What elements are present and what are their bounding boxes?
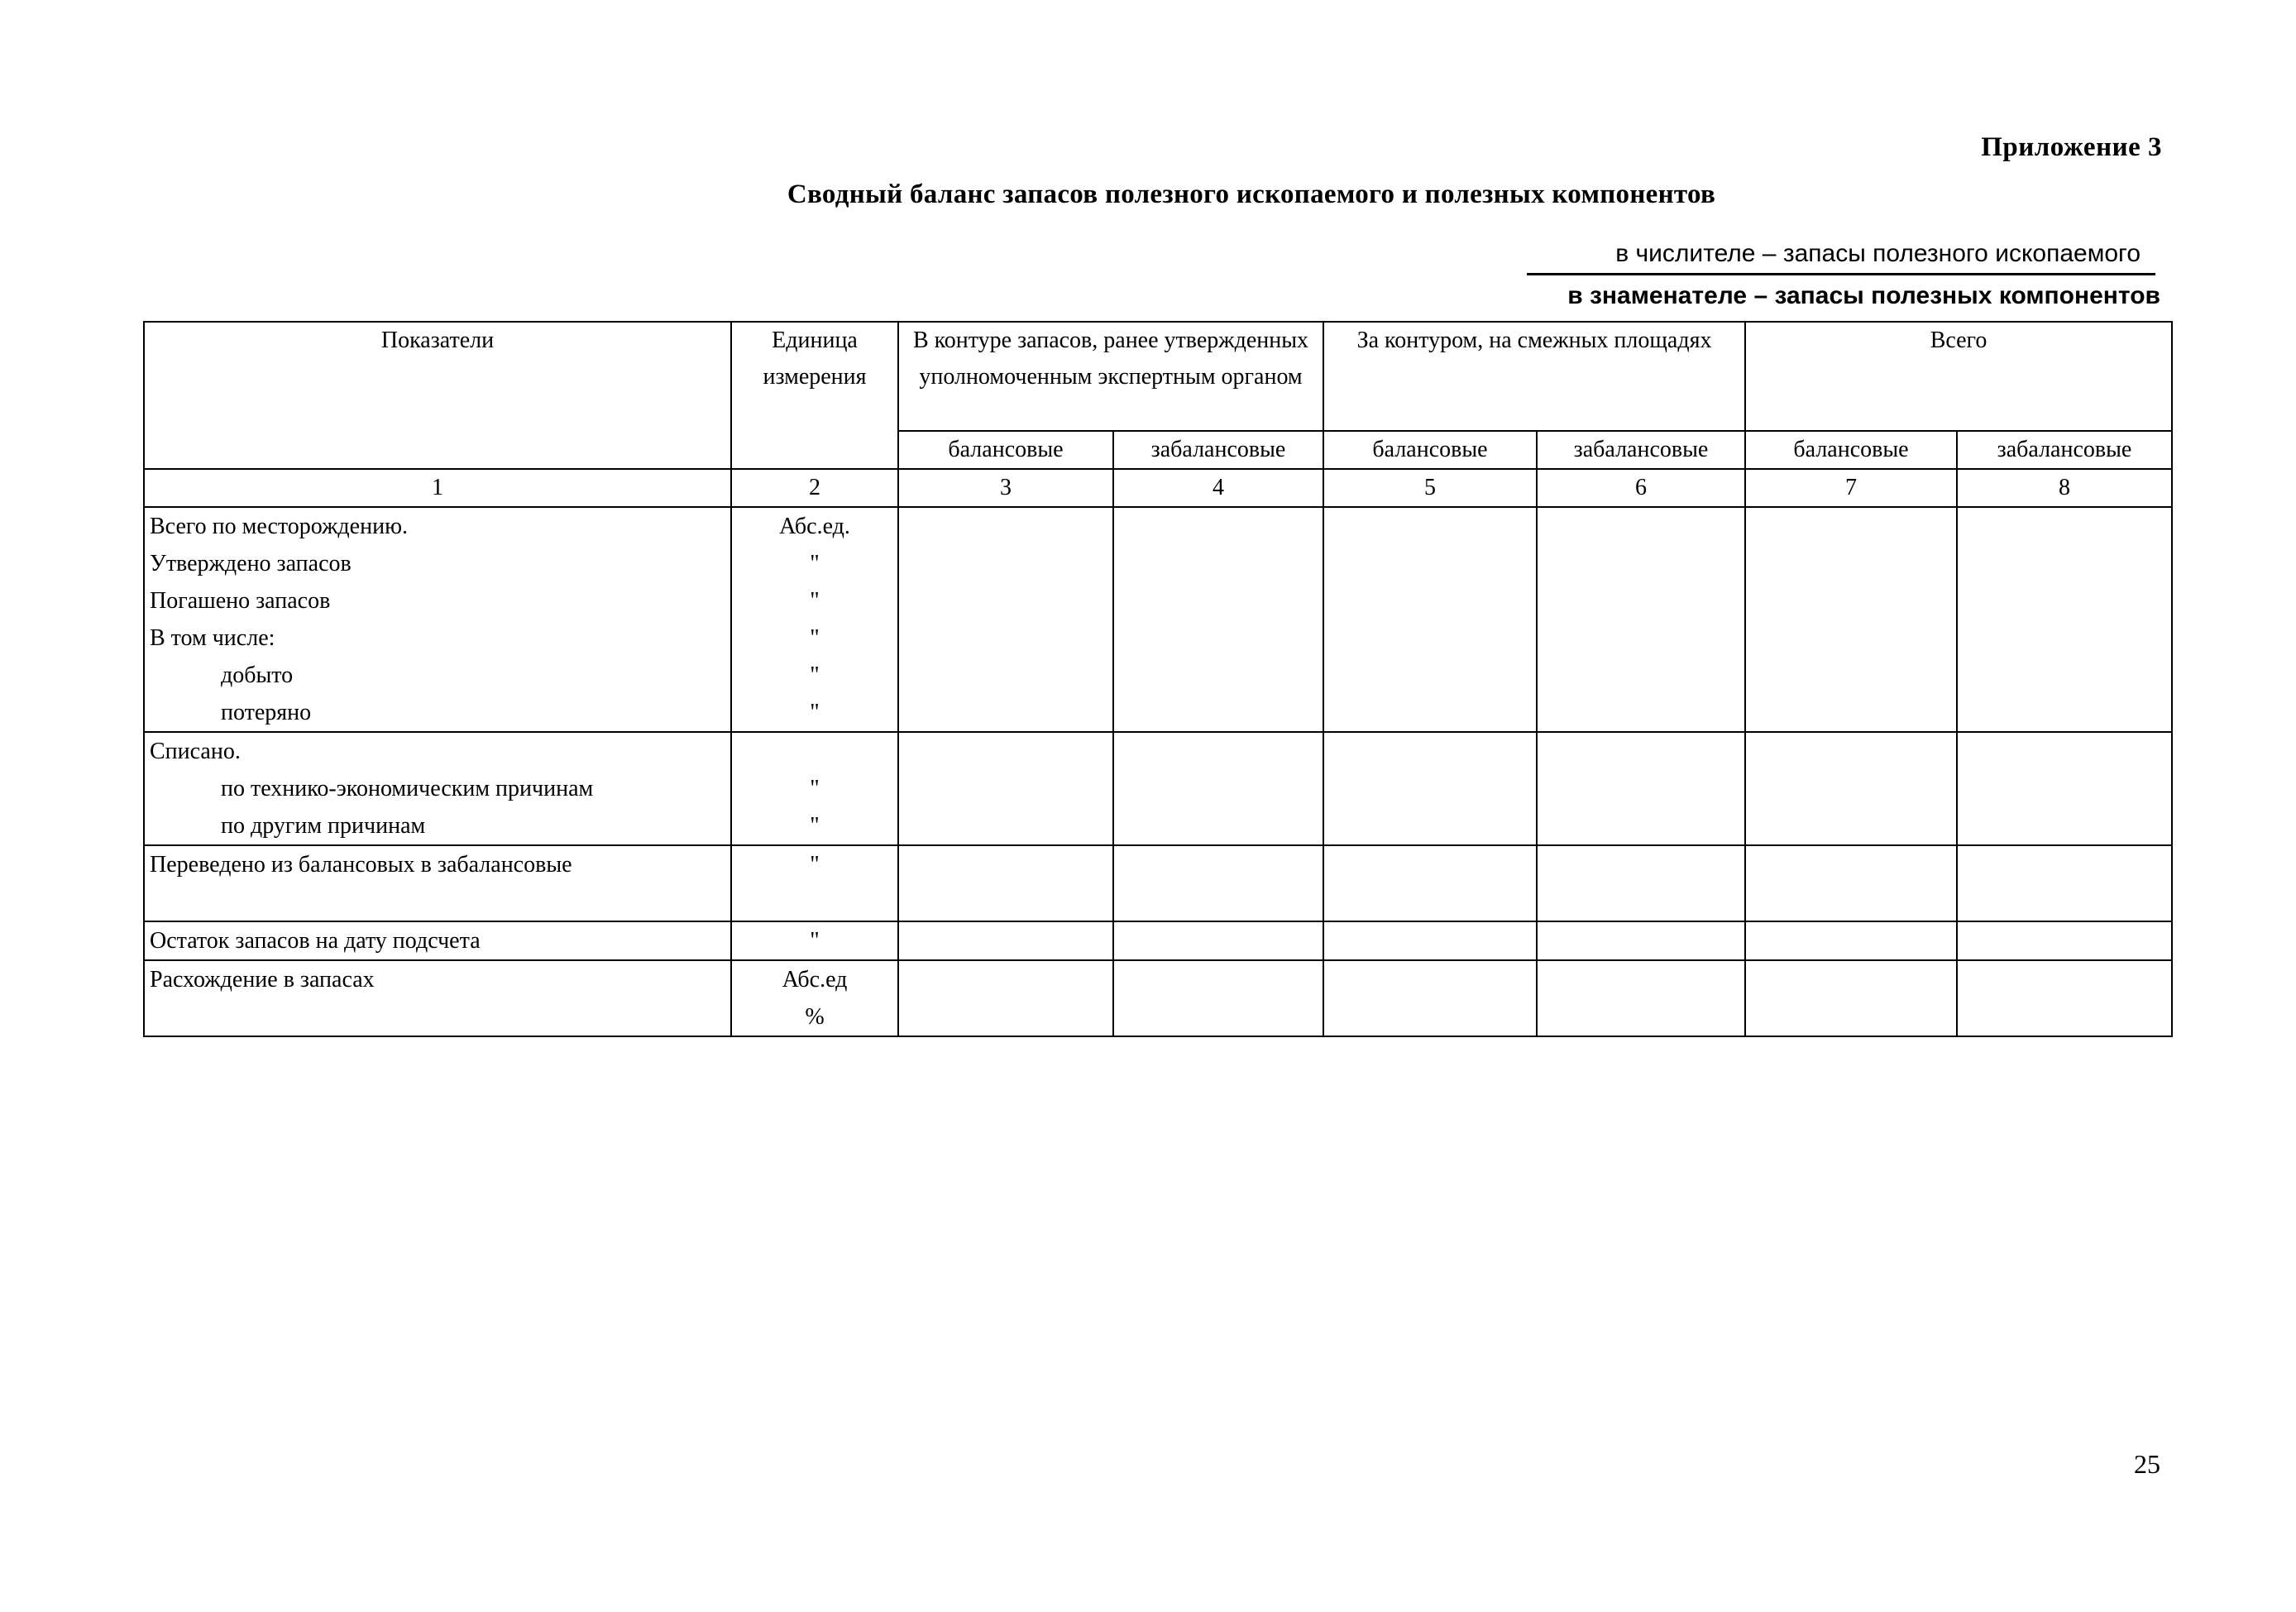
unit-label: " [810,852,820,878]
unit-label: % [805,1004,825,1030]
indicator-label [150,998,725,1036]
document-title: Сводный баланс запасов полезного ископаемого и полезных компонентов [787,179,1716,209]
column-number: 3 [898,469,1113,507]
subheader-off-balance: забалансовые [1957,431,2172,469]
balance-table [143,321,2173,1037]
header-total: Всего [1745,322,2172,431]
indicator-cell [144,732,731,845]
indicator-label: Расхождение в запасах [150,967,375,993]
value-cell [1745,507,1957,732]
value-cell [1957,921,2172,960]
table-row [144,845,2172,921]
column-number: 5 [1323,469,1537,507]
value-cell [1113,845,1323,921]
indicator-label: по технико-экономическим причинам [221,776,594,801]
unit-label [737,883,892,921]
unit-label: " [810,551,820,576]
indicator-label: Остаток запасов на дату подсчета [150,928,481,954]
value-cell [1323,960,1537,1036]
value-cell [1745,845,1957,921]
header-unit: Единица измерения [731,322,898,469]
value-cell [1323,507,1537,732]
table-row [144,732,2172,845]
unit-cell [731,845,898,921]
value-cell [1323,845,1537,921]
indicator-label: Погашено запасов [150,588,331,614]
value-cell [1323,921,1537,960]
indicator-cell [144,845,731,921]
subheader-balance: балансовые [898,431,1113,469]
indicator-label: Списано. [150,739,241,764]
value-cell [1113,960,1323,1036]
column-number: 4 [1113,469,1323,507]
value-cell [1745,960,1957,1036]
legend-denominator: в знаменателе – запасы полезных компонентов [1567,282,2160,309]
value-cell [1957,845,2172,921]
page-number: 25 [2134,1449,2160,1479]
value-cell [1957,507,2172,732]
unit-cell [731,732,898,845]
indicator-label: потеряно [221,700,312,725]
unit-label: " [810,813,820,839]
value-cell [898,960,1113,1036]
value-cell [898,921,1113,960]
value-cell [1537,921,1745,960]
value-cell [898,845,1113,921]
header-within-contour: В контуре запасов, ранее утвержденных уполномоченным экспертным органом [898,322,1323,431]
unit-label: " [810,776,820,801]
indicator-cell [144,960,731,1036]
indicator-cell [144,507,731,732]
value-cell [1537,507,1745,732]
indicator-label [150,883,725,921]
subheader-off-balance: забалансовые [1113,431,1323,469]
column-number: 8 [1957,469,2172,507]
value-cell [1537,960,1745,1036]
legend-fraction-line [1527,273,2155,275]
value-cell [898,507,1113,732]
subheader-balance: балансовые [1745,431,1957,469]
unit-cell [731,507,898,732]
table-row [144,921,2172,960]
indicator-cell [144,921,731,960]
column-number: 2 [731,469,898,507]
value-cell [1957,732,2172,845]
table-body [144,507,2172,1036]
subheader-balance: балансовые [1323,431,1537,469]
header-outside-contour: За контуром, на смежных площадях [1323,322,1745,431]
column-number: 7 [1745,469,1957,507]
value-cell [1537,732,1745,845]
legend [1515,238,2160,312]
column-number: 6 [1537,469,1745,507]
value-cell [1113,921,1323,960]
legend-numerator: в числителе – запасы полезного ископаемого [1615,240,2141,267]
indicator-label: Утверждено запасов [150,551,352,576]
unit-label: " [810,928,820,954]
indicator-label: Переведено из балансовых в забалансовые [150,852,572,878]
table-row [144,507,2172,732]
header-indicators: Показатели [144,322,731,469]
value-cell [1113,507,1323,732]
value-cell [1745,732,1957,845]
unit-label: " [810,662,820,688]
column-number: 1 [144,469,731,507]
unit-cell [731,921,898,960]
unit-label: " [810,588,820,614]
appendix-label: Приложение 3 [1981,132,2162,162]
unit-cell [731,960,898,1036]
table-row [144,960,2172,1036]
value-cell [1745,921,1957,960]
indicator-label: добыто [221,662,294,688]
unit-label: " [810,625,820,651]
value-cell [1113,732,1323,845]
value-cell [1323,732,1537,845]
unit-label: Абс.ед [782,967,848,993]
value-cell [898,732,1113,845]
unit-label: " [810,700,820,725]
subheader-off-balance: забалансовые [1537,431,1745,469]
unit-label: Абс.ед. [779,514,850,539]
indicator-label: Всего по месторождению. [150,514,408,539]
value-cell [1537,845,1745,921]
indicator-label: В том числе: [150,625,275,651]
indicator-label: по другим причинам [221,813,426,839]
value-cell [1957,960,2172,1036]
unit-label [737,733,892,770]
